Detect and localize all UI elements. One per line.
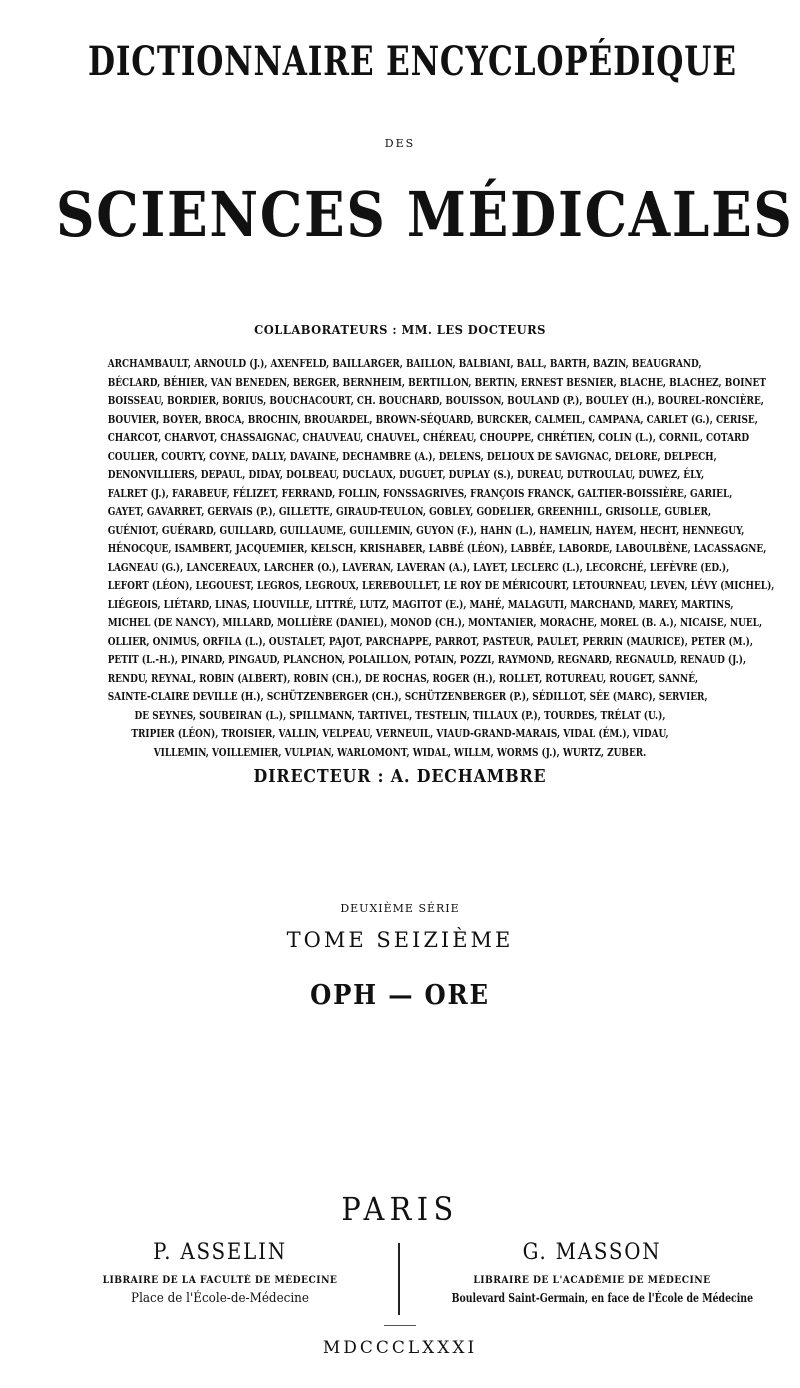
year-rule xyxy=(384,1325,416,1326)
publisher-divider xyxy=(398,1243,400,1315)
collaborators-line: SAINTE-CLAIRE DEVILLE (H.), SCHÜTZENBERGER (CH.), SCHÜTZENBERGER (P.), SÉDILLOT, SÉE (MARC), SERVIER, xyxy=(107,689,708,703)
collaborators-line: PETIT (L.-H.), PINARD, PINGAUD, PLANCHON, POLAILLON, POTAIN, POZZI, RAYMOND, REGNARD, REGNAULD, RENAUD (J.), xyxy=(107,652,747,666)
publication-city: PARIS xyxy=(341,1190,459,1228)
collaborators-line: GAYET, GAVARRET, GERVAIS (P.), GILLETTE, GIRAUD-TEULON, GOBLEY, GODELIER, GREENHILL, GRISOLLE, GUBLER, xyxy=(107,504,712,518)
collaborators-line: BOUVIER, BOYER, BROCA, BROCHIN, BROUARDEL, BROWN-SÉQUARD, BURCKER, CALMEIL, CAMPANA, CARLET (G.), CERISE, xyxy=(107,411,758,426)
collaborators-heading: COLLABORATEURS : MM. LES DOCTEURS xyxy=(254,322,546,337)
collaborators-line: CHARCOT, CHARVOT, CHASSAIGNAC, CHAUVEAU, CHAUVEL, CHÉREAU, CHOUPPE, CHRÉTIEN, COLIN (L.), CORNIL, COTARD xyxy=(107,430,750,444)
volume-range: OPH — ORE xyxy=(310,980,490,1011)
collaborators-line: GUÉNIOT, GUÉRARD, GUILLARD, GUILLAUME, GUILLEMIN, GUYON (F.), HAHN (L.), HAMELIN, HAYEM, HECHT, HENNEGUY, xyxy=(107,522,745,537)
publisher-left xyxy=(40,1240,400,1306)
collaborators-line: COULIER, COURTY, COYNE, DALLY, DAVAINE, DECHAMBRE (A.), DELENS, DELIOUX DE SAVIGNAC, DELORE, DELPECH, xyxy=(107,448,717,463)
collaborators-line: DE SEYNES, SOUBEIRAN (L.), SPILLMANN, TARTIVEL, TESTELIN, TILLAUX (P.), TOURDES, TRÉLAT (U.), xyxy=(134,707,666,722)
publisher-left-name: P. ASSELIN xyxy=(153,1240,287,1265)
collaborators-line: OLLIER, ONIMUS, ORFILA (L.), OUSTALET, PAJOT, PARCHAPPE, PARROT, PASTEUR, PAULET, PERRIN (MAURICE), PETER (M.), xyxy=(107,633,754,648)
collaborators-line: RENDU, REYNAL, ROBIN (ALBERT), ROBIN (CH.), DE ROCHAS, ROGER (H.), ROLLET, ROTUREAU, ROUGET, SANNÉ, xyxy=(107,670,699,685)
publisher-left-address: Place de l'École-de-Médecine xyxy=(131,1291,309,1306)
title-connector: DES xyxy=(384,137,416,150)
collaborators-list xyxy=(30,354,775,761)
collaborators-line: LEFORT (LÉON), LEGOUEST, LEGROS, LEGROUX, LEREBOULLET, LE ROY DE MÉRICOURT, LETOURNEAU, LEVEN, LÉVY (MICHEL), xyxy=(107,578,775,592)
collaborators-line: MICHEL (DE NANCY), MILLARD, MOLLIÈRE (DANIEL), MONOD (CH.), MONTANIER, MORACHE, MOREL (B. A.), NICAISE, NUEL, xyxy=(107,615,763,629)
collaborators-line: TRIPIER (LÉON), TROISIER, VALLIN, VELPEAU, VERNEUIL, VIAUD-GRAND-MARAIS, VIDAL (ÉM.), VIDAU, xyxy=(131,726,669,740)
collaborators-line: LAGNEAU (G.), LANCEREAUX, LARCHER (O.), LAVERAN, LAVERAN (A.), LAYET, LECLERC (L.), LECORCHÉ, LEFÈVRE (ED.), xyxy=(107,559,730,574)
title-line-2: SCIENCES MÉDICALES xyxy=(56,178,794,251)
series-label: DEUXIÈME SÉRIE xyxy=(340,902,460,915)
collaborators-line: LIÉGEOIS, LIÉTARD, LINAS, LIOUVILLE, LITTRÉ, LUTZ, MAGITOT (E.), MAHÉ, MALAGUTI, MARCHAND, MAREY, MARTINS, xyxy=(107,596,734,611)
collaborators-line: FALRET (J.), FARABEUF, FÉLIZET, FERRAND, FOLLIN, FONSSAGRIVES, FRANÇOIS FRANCK, GALTIER-BOISSIÈRE, GARIEL, xyxy=(107,485,733,500)
collaborators-line: VILLEMIN, VOILLEMIER, VULPIAN, WARLOMONT, WIDAL, WILLM, WORMS (J.), WURTZ, ZUBER. xyxy=(153,744,647,759)
publisher-left-role: LIBRAIRE DE LA FACULTÉ DE MÉDECINE xyxy=(102,1275,338,1286)
publication-year: MDCCCLXXXI xyxy=(322,1338,478,1358)
collaborators-line: BÉCLARD, BÉHIER, VAN BENEDEN, BERGER, BERNHEIM, BERTILLON, BERTIN, ERNEST BESNIER, BLACHE, BLACHEZ, BOINET xyxy=(107,374,767,389)
publisher-right-name: G. MASSON xyxy=(522,1240,662,1265)
volume-label: TOME SEIZIÈME xyxy=(286,928,514,952)
collaborators-line: BOISSEAU, BORDIER, BORIUS, BOUCHACOURT, CH. BOUCHARD, BOUISSON, BOULAND (P.), BOULEY (H.), BOUREL-RONCIÈRE, xyxy=(107,393,764,407)
collaborators-line: ARCHAMBAULT, ARNOULD (J.), AXENFELD, BAILLARGER, BAILLON, BALBIANI, BALL, BARTH, BAZIN, BEAUGRAND, xyxy=(107,356,702,370)
collaborators-line: HÉNOCQUE, ISAMBERT, JACQUEMIER, KELSCH, KRISHABER, LABBÉ (LÉON), LABBÉE, LABORDE, LABOULBÈNE, LACASSAGNE, xyxy=(107,541,767,555)
publisher-right-address: Boulevard Saint-Germain, en face de l'École de Médecine xyxy=(451,1291,754,1305)
title-line-1: DICTIONNAIRE ENCYCLOPÉDIQUE xyxy=(88,38,737,85)
publisher-right xyxy=(412,1240,772,1305)
publisher-right-role: LIBRAIRE DE L'ACADÉMIE DE MÉDECINE xyxy=(473,1275,711,1286)
director-line: DIRECTEUR : A. DECHAMBRE xyxy=(253,766,547,787)
collaborators-line: DENONVILLIERS, DEPAUL, DIDAY, DOLBEAU, DUCLAUX, DUGUET, DUPLAY (S.), DUREAU, DUTROULAU, DUWEZ, ÉLY, xyxy=(107,467,705,481)
